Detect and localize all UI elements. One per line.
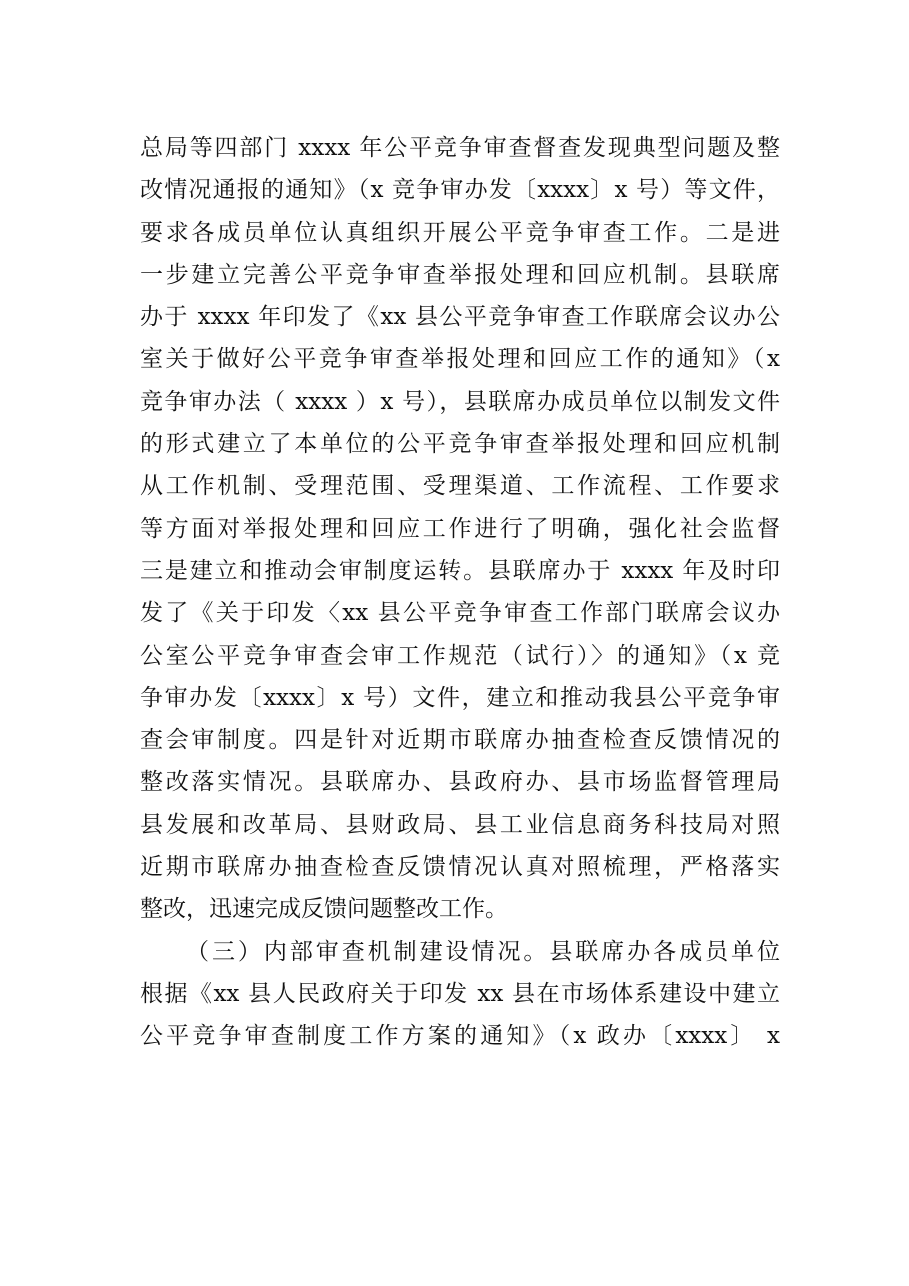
- section-heading-line: （三）内部审查机制建设情况。县联席办各成员单位: [186, 938, 780, 965]
- text-line: 根据《xx 县人民政府关于印发 xx 县在市场体系建设中建立: [140, 980, 780, 1007]
- text-line: 办于 xxxx 年印发了《xx 县公平竞争审查工作联席会议办公: [140, 304, 780, 331]
- text-line: 室关于做好公平竞争审查举报处理和回应工作的通知》（x: [140, 346, 780, 373]
- text-line: 县发展和改革局、县财政局、县工业信息商务科技局对照: [140, 811, 780, 838]
- text-line: 发了《关于印发〈xx 县公平竞争审查工作部门联席会议办: [140, 600, 780, 627]
- text-line: 公平竞争审查制度工作方案的通知》（x 政办〔xxxx〕 x: [140, 1023, 780, 1050]
- text-line: 从工作机制、受理范围、受理渠道、工作流程、工作要求: [140, 473, 780, 500]
- text-line: 的形式建立了本单位的公平竞争审查举报处理和回应机制: [140, 431, 780, 458]
- text-line: 总局等四部门 xxxx 年公平竞争审查督查发现典型问题及整: [140, 135, 780, 161]
- document-body: [140, 127, 780, 1058]
- text-line: 近期市联席办抽查检查反馈情况认真对照梳理，严格落实: [140, 854, 780, 881]
- text-line: 整改，迅速完成反馈问题整改工作。: [140, 896, 508, 923]
- text-line: 三是建立和推动会审制度运转。县联席办于 xxxx 年及时印: [140, 557, 780, 584]
- text-line: 整改落实情况。县联席办、县政府办、县市场监督管理局: [140, 769, 780, 796]
- text-line: 等方面对举报处理和回应工作进行了明确，强化社会监督: [140, 515, 780, 542]
- text-line: 公室公平竞争审查会审工作规范（试行）〉的通知》（x 竞: [140, 642, 780, 669]
- text-line: 争审办发〔xxxx〕x 号）文件，建立和推动我县公平竞争审: [140, 684, 780, 711]
- text-line: 改情况通报的通知》（x 竞争审办发〔xxxx〕x 号）等文件，: [140, 177, 780, 204]
- text-line: 一步建立完善公平竞争审查举报处理和回应机制。县联席: [140, 261, 780, 288]
- text-line: 要求各成员单位认真组织开展公平竞争审查工作。二是进: [140, 219, 780, 246]
- text-line: 查会审制度。四是针对近期市联席办抽查检查反馈情况的: [140, 727, 780, 754]
- text-line: 竞争审办法（ xxxx ）x 号），县联席办成员单位以制发文件: [140, 388, 780, 415]
